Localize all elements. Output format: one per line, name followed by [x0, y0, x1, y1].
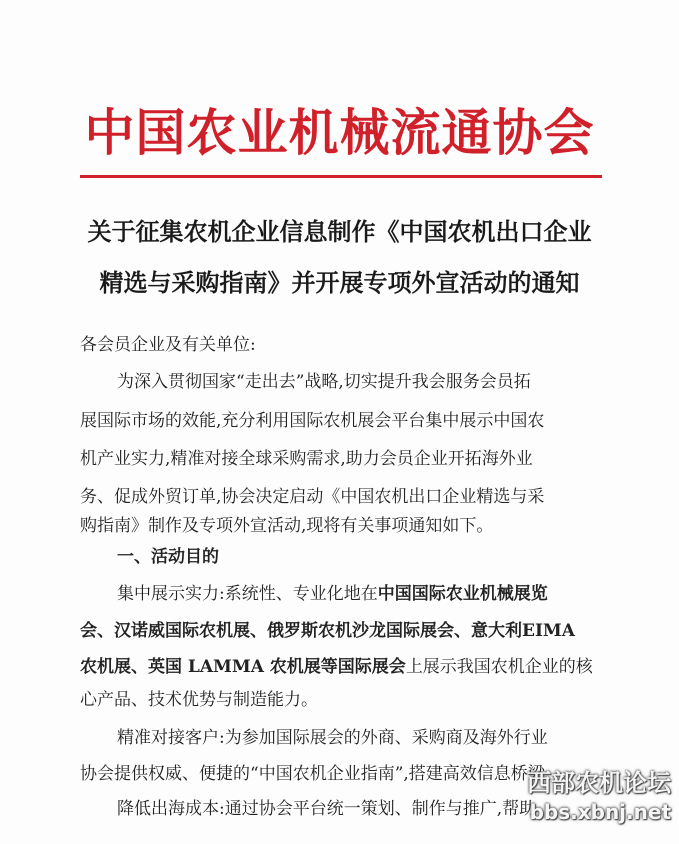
item-2-line-1: 精准对接客户:为参加国际展会的外商、采购商及海外行业 [117, 728, 548, 748]
watermark-site-url: bbs.xbnj.net [529, 800, 671, 824]
paragraph-1-line-1: 为深入贯彻国家“走出去”战略,切实提升我会服务会员拓 [117, 372, 531, 392]
paragraph-1-line-4: 务、促成外贸订单,协会决定启动《中国农机出口企业精选与采 [80, 487, 545, 507]
watermark-site-name: 西部农机论坛 [527, 769, 671, 797]
item-1-line-3 [80, 656, 593, 678]
salutation: 各会员企业及有关单位: [80, 335, 256, 355]
item-3-line-1: 降低出海成本:通过协会平台统一策划、制作与推广,帮助 [117, 799, 537, 819]
section-1-heading: 一、活动目的 [117, 547, 219, 567]
paragraph-1-line-2: 展国际市场的效能,充分利用国际农机展会平台集中展示中国农 [80, 411, 545, 431]
notice-title-line-2: 精选与采购指南》并开展专项外宣活动的通知 [99, 268, 580, 297]
notice-title-line-1: 关于征集农机企业信息制作《中国农机出口企业 [87, 217, 592, 246]
forum-watermark [527, 768, 671, 826]
item-1-line-1-prefix: 集中展示实力:系统性、专业化地在 [117, 584, 378, 604]
item-1-line-3-highlight: 农机展、英国 LAMMA 农机展等国际展会 [80, 657, 406, 677]
item-1-line-3-suffix: 上展示我国农机企业的核 [405, 657, 593, 677]
letterhead-red-rule [80, 175, 602, 178]
paragraph-1-line-3: 机产业实力,精准对接全球采购需求,助力会员企业开拓海外业 [80, 449, 533, 469]
item-1-line-4: 心产品、技术优势与制造能力。 [80, 690, 318, 710]
item-1-line-2: 会、汉诺威国际农机展、俄罗斯农机沙龙国际展会、意大利EIMA [80, 621, 575, 641]
item-2-line-2: 协会提供权威、便捷的“中国农机企业指南”,搭建高效信息桥梁 [80, 764, 545, 784]
paragraph-1-line-5: 购指南》制作及专项外宣活动,现将有关事项通知如下。 [80, 516, 494, 536]
item-1-line-1 [117, 583, 548, 605]
item-1-line-1-highlight: 中国国际农业机械展览 [377, 584, 548, 604]
organization-letterhead: 中国农业机械流通协会 [84, 103, 595, 162]
